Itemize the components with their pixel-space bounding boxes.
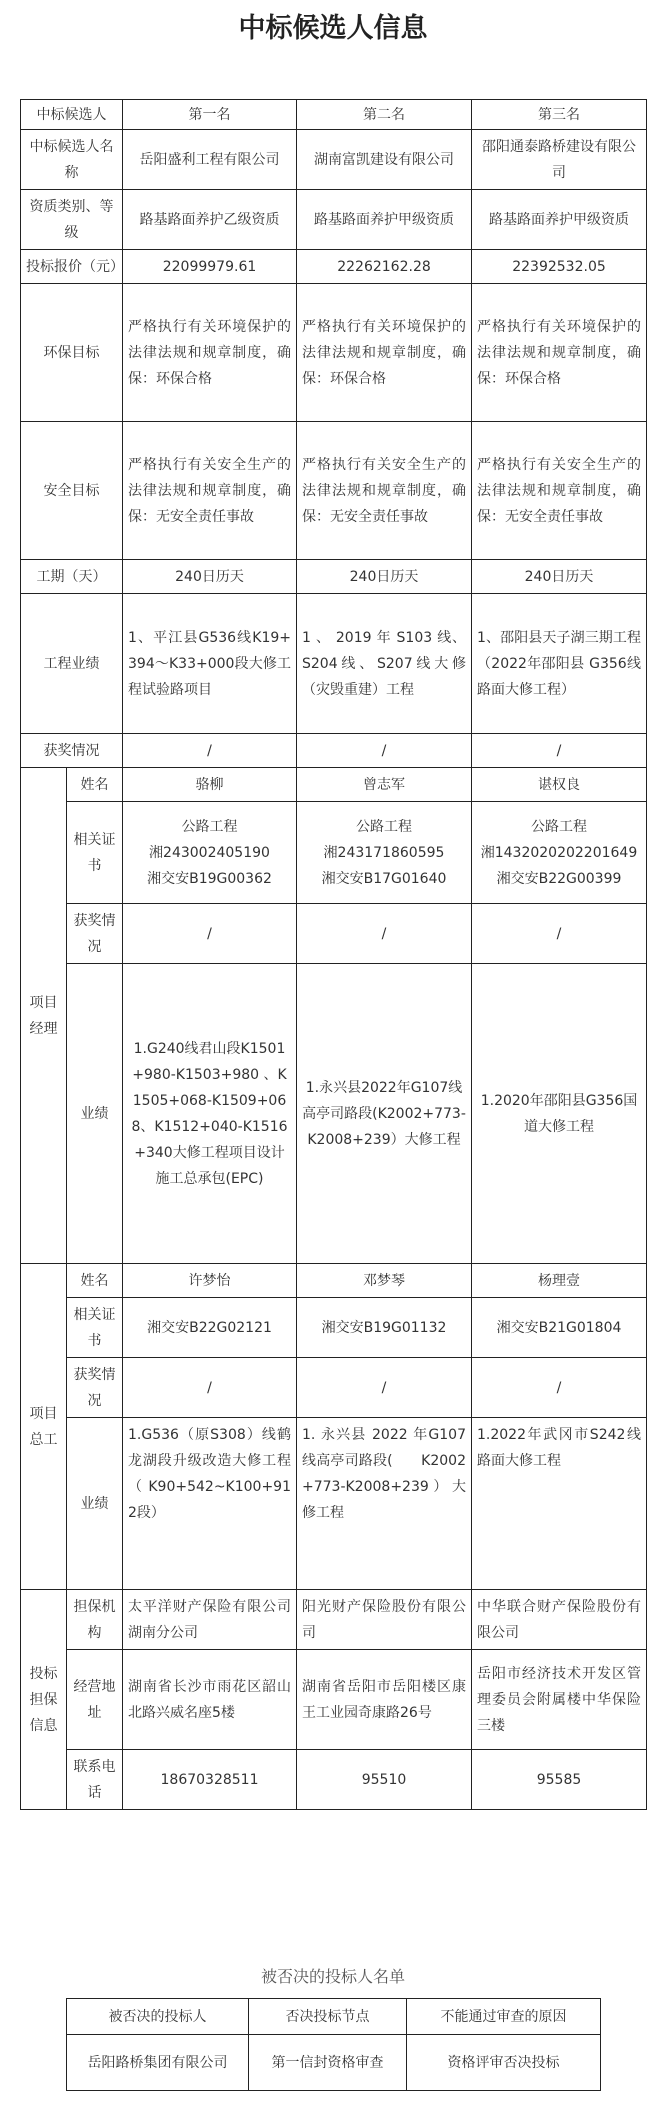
project-performance: 1 、 2019 年 S103 线、S204线、S207线大修（灾毁重建）工程	[297, 594, 472, 734]
row-label: 业绩	[67, 1418, 123, 1590]
candidate-table	[20, 99, 647, 1810]
bid-price: 22392532.05	[472, 250, 647, 284]
bid-price: 22262162.28	[297, 250, 472, 284]
guarantee-phone: 95510	[297, 1750, 472, 1810]
header-cell: 第一名	[123, 100, 297, 130]
group-label-te: 项目总工	[21, 1264, 67, 1590]
pm-cert	[297, 802, 472, 904]
rejected-bidder: 岳阳路桥集团有限公司	[67, 2035, 249, 2091]
row-label: 业绩	[67, 964, 123, 1264]
group-label-pm: 项目经理	[21, 768, 67, 1264]
cert-line: 湘交安B22G00399	[496, 870, 622, 887]
pm-cert	[123, 802, 297, 904]
pm-name: 谌权良	[472, 768, 647, 802]
table-row	[21, 284, 647, 422]
cert-line: 公路工程	[356, 818, 412, 835]
rejected-table	[66, 1998, 601, 2091]
te-award: /	[123, 1358, 297, 1418]
te-name: 许梦怡	[123, 1264, 297, 1298]
pm-award: /	[297, 904, 472, 964]
safety-goal: 严格执行有关安全生产的法律法规和规章制度，确保：无安全责任事故	[123, 422, 297, 560]
guarantee-phone: 95585	[472, 1750, 647, 1810]
project-performance: 1、平江县G536线K19+394～K33+000段大修工程试验路项目	[123, 594, 297, 734]
table-row	[21, 130, 647, 190]
guarantee-org: 太平洋财产保险有限公司湖南分公司	[123, 1590, 297, 1650]
page-title: 中标候选人信息	[238, 13, 428, 44]
row-label: 工期（天）	[21, 560, 123, 594]
te-award: /	[472, 1358, 647, 1418]
qualification: 路基路面养护甲级资质	[472, 190, 647, 250]
table-row	[21, 1590, 647, 1650]
table-row	[21, 594, 647, 734]
guarantee-address: 湖南省岳阳市岳阳楼区康王工业园奇康路26号	[297, 1650, 472, 1750]
candidate-name: 岳阳盛利工程有限公司	[123, 130, 297, 190]
row-label: 姓名	[67, 1264, 123, 1298]
safety-goal: 严格执行有关安全生产的法律法规和规章制度，确保：无安全责任事故	[472, 422, 647, 560]
candidate-name: 湖南富凯建设有限公司	[297, 130, 472, 190]
guarantee-phone: 18670328511	[123, 1750, 297, 1810]
project-performance: 1、邵阳县天子湖三期工程（2022年邵阳县 G356线路面大修工程）	[472, 594, 647, 734]
qualification: 路基路面养护甲级资质	[297, 190, 472, 250]
row-label: 安全目标	[21, 422, 123, 560]
row-label: 联系电话	[67, 1750, 123, 1810]
safety-goal: 严格执行有关安全生产的法律法规和规章制度，确保：无安全责任事故	[297, 422, 472, 560]
table-row	[21, 1264, 647, 1298]
bid-price: 22099979.61	[123, 250, 297, 284]
pm-performance: 1.永兴县2022年G107线高亭司路段(K2002+773-K2008+239）大修工程	[297, 964, 472, 1264]
guarantee-address: 湖南省长沙市雨花区韶山北路兴威名座5楼	[123, 1650, 297, 1750]
qualification: 路基路面养护乙级资质	[123, 190, 297, 250]
header-cell: 不能通过审查的原因	[407, 1999, 601, 2035]
table-row	[21, 1418, 647, 1590]
env-goal: 严格执行有关环境保护的法律法规和规章制度，确保：环保合格	[472, 284, 647, 422]
table-row	[21, 560, 647, 594]
header-cell: 被否决的投标人	[67, 1999, 249, 2035]
row-label: 相关证书	[67, 1298, 123, 1358]
cert-line: 湘交安B19G00362	[147, 870, 272, 887]
guarantee-address: 岳阳市经济技术开发区管理委员会附属楼中华保险三楼	[472, 1650, 647, 1750]
row-label: 投标报价（元）	[21, 250, 123, 284]
cert-line: 湘交安B17G01640	[321, 870, 447, 887]
table-header-row	[21, 100, 647, 130]
table-row	[21, 964, 647, 1264]
table-row	[21, 802, 647, 904]
table-row	[21, 1650, 647, 1750]
table-row	[21, 1298, 647, 1358]
pm-award: /	[472, 904, 647, 964]
row-label: 获奖情况	[67, 1358, 123, 1418]
te-performance: 1.G536（原S308）线鹤龙湖段升级改造大修工程（K90+542~K100+912段）	[123, 1418, 297, 1590]
rejected-section-title: 被否决的投标人名单	[260, 1967, 405, 1986]
pm-performance: 1.2020年邵阳县G356国道大修工程	[472, 964, 647, 1264]
pm-award: /	[123, 904, 297, 964]
cert-line: 湘243171860595	[323, 844, 445, 861]
cert-line: 公路工程	[531, 818, 587, 835]
pm-name: 曾志军	[297, 768, 472, 802]
cert-line: 湘243002405190	[149, 844, 270, 861]
header-cell: 否决投标节点	[249, 1999, 407, 2035]
te-award: /	[297, 1358, 472, 1418]
work-period: 240日历天	[472, 560, 647, 594]
row-label: 获奖情况	[67, 904, 123, 964]
rejected-node: 第一信封资格审查	[249, 2035, 407, 2091]
header-cell: 第二名	[297, 100, 472, 130]
pm-name: 骆柳	[123, 768, 297, 802]
te-cert: 湘交安B19G01132	[297, 1298, 472, 1358]
te-performance: 1. 永兴县 2022 年G107线高亭司路段( K2002+773-K2008+239）大修工程	[297, 1418, 472, 1590]
table-row	[21, 904, 647, 964]
header-cell: 第三名	[472, 100, 647, 130]
work-period: 240日历天	[123, 560, 297, 594]
row-label: 环保目标	[21, 284, 123, 422]
te-name: 杨理壹	[472, 1264, 647, 1298]
te-cert: 湘交安B21G01804	[472, 1298, 647, 1358]
row-label: 工程业绩	[21, 594, 123, 734]
table-row	[21, 768, 647, 802]
table-row	[21, 190, 647, 250]
pm-cert	[472, 802, 647, 904]
cert-line: 湘1432020202201649	[480, 844, 638, 861]
row-label: 姓名	[67, 768, 123, 802]
table-row	[21, 250, 647, 284]
award: /	[472, 734, 647, 768]
work-period: 240日历天	[297, 560, 472, 594]
row-label: 经营地址	[67, 1650, 123, 1750]
te-name: 邓梦琴	[297, 1264, 472, 1298]
env-goal: 严格执行有关环境保护的法律法规和规章制度，确保：环保合格	[123, 284, 297, 422]
group-label-guarantee: 投标担保信息	[21, 1590, 67, 1810]
env-goal: 严格执行有关环境保护的法律法规和规章制度，确保：环保合格	[297, 284, 472, 422]
row-label: 担保机构	[67, 1590, 123, 1650]
te-cert: 湘交安B22G02121	[123, 1298, 297, 1358]
award: /	[297, 734, 472, 768]
table-header-row	[67, 1999, 601, 2035]
table-row	[21, 422, 647, 560]
table-row	[21, 1750, 647, 1810]
guarantee-org: 阳光财产保险股份有限公司	[297, 1590, 472, 1650]
table-row	[67, 2035, 601, 2091]
table-row	[21, 734, 647, 768]
guarantee-org: 中华联合财产保险股份有限公司	[472, 1590, 647, 1650]
candidate-name: 邵阳通泰路桥建设有限公司	[472, 130, 647, 190]
te-performance: 1.2022年武冈市S242线路面大修工程	[472, 1418, 647, 1590]
table-row	[21, 1358, 647, 1418]
row-label: 相关证书	[67, 802, 123, 904]
rejected-reason: 资格评审否决投标	[407, 2035, 601, 2091]
row-label: 资质类别、等级	[21, 190, 123, 250]
header-cell: 中标候选人	[21, 100, 123, 130]
cert-line: 公路工程	[181, 818, 238, 835]
row-label: 中标候选人名称	[21, 130, 123, 190]
row-label: 获奖情况	[21, 734, 123, 768]
award: /	[123, 734, 297, 768]
pm-performance: 1.G240线君山段K1501+980-K1503+980 、K1505+068-K1509+068、K1512+040-K1516+340大修工程项目设计施工总承包(EPC)	[123, 964, 297, 1264]
